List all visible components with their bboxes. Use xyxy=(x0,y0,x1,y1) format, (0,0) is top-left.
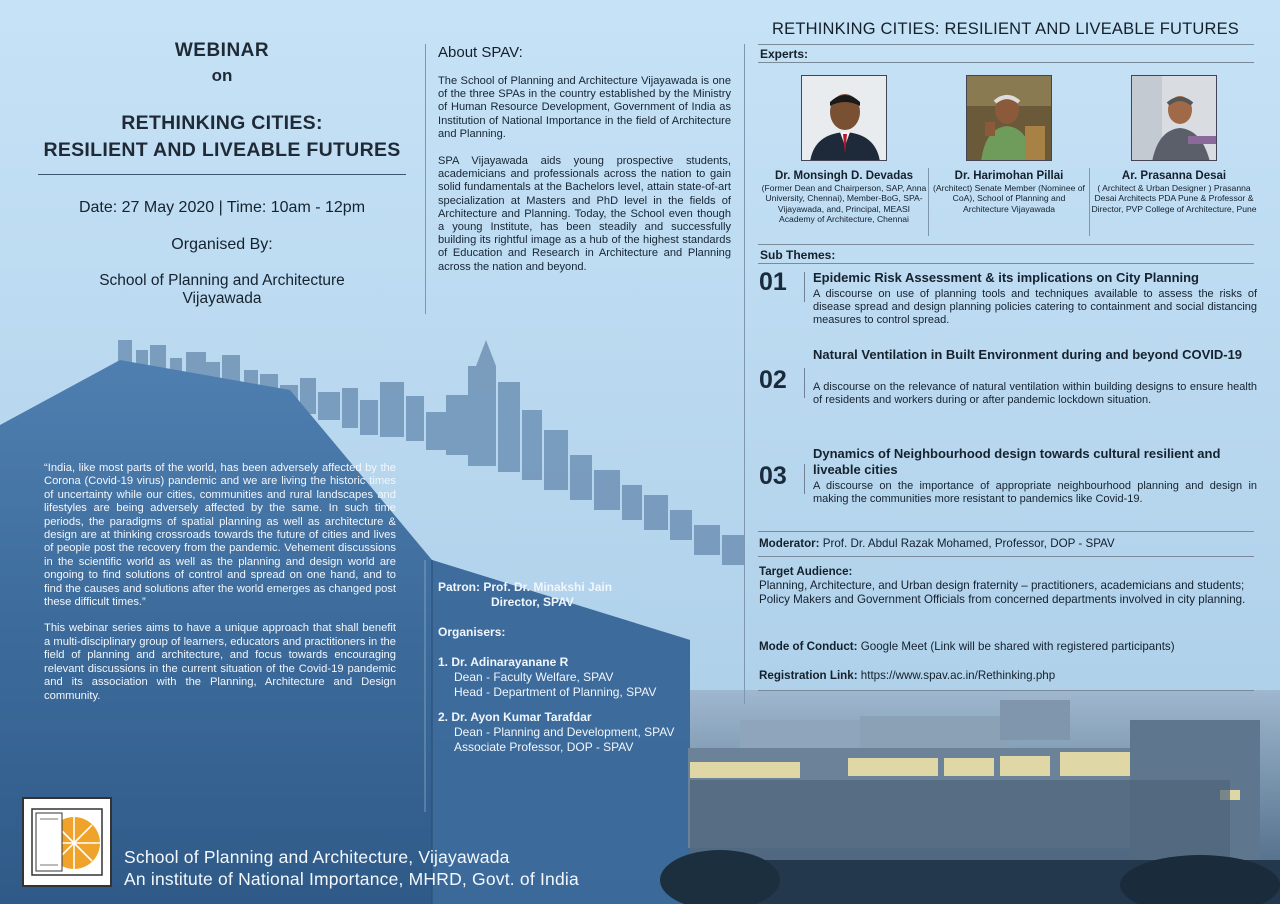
theme-desc-1: A discourse on use of planning tools and techniques available to assess the risks of disease spread and design planning policies catering to containment and social distancing measures to control spread. xyxy=(813,288,1257,326)
expert-card-3 xyxy=(1091,75,1257,214)
webinar-title xyxy=(38,110,406,164)
audience-label: Target Audience: xyxy=(759,565,853,578)
right-divider-themes xyxy=(758,244,1254,245)
organiser-line-2: Vijayawada xyxy=(182,290,262,307)
column-divider-1 xyxy=(425,44,426,314)
theme-title-1: Epidemic Risk Assessment & its implications on City Planning xyxy=(813,270,1200,285)
subthemes-label: Sub Themes: xyxy=(760,248,836,262)
theme-desc-3: A discourse on the importance of appropriate neighbourhood planning and design in making the communities more resistant to pandemics like Covid-19. xyxy=(813,480,1257,505)
mode-value: Google Meet (Link will be shared with registered participants) xyxy=(857,640,1175,653)
moderator-label: Moderator: xyxy=(759,537,820,550)
left-header xyxy=(38,40,406,164)
quote-section xyxy=(44,462,396,716)
footer-line-2: An institute of National Importance, MHRD, Govt. of India xyxy=(124,869,579,889)
theme-number-2: 02 xyxy=(759,366,787,394)
experts-label: Experts: xyxy=(760,47,809,61)
on-label: on xyxy=(211,66,233,85)
expert-photo-1 xyxy=(801,75,887,161)
right-divider-moderator xyxy=(758,531,1254,532)
registration-label: Registration Link: xyxy=(759,669,858,682)
organisers-label: Organisers: xyxy=(438,625,506,639)
right-title: RETHINKING CITIES: RESILIENT AND LIVEABLE FUTURES xyxy=(772,20,1240,38)
expert-desc-3: ( Architect & Urban Designer ) Prasanna Desai Architects PDA Pune & Professor & Director, PVP College of Architecture, Pune xyxy=(1091,183,1257,214)
theme-bar-2 xyxy=(804,368,805,398)
expert-divider-2 xyxy=(1089,168,1090,236)
expert-name-1: Dr. Monsingh D. Devadas xyxy=(774,170,914,182)
about-heading: About SPAV: xyxy=(438,44,523,61)
patron-section xyxy=(438,580,738,755)
theme-number-3: 03 xyxy=(759,462,787,490)
right-divider-themes-2 xyxy=(758,263,1254,264)
footer-line-1: School of Planning and Architecture, Vijayawada xyxy=(124,847,510,867)
quote-para-2: This webinar series aims to have a unique approach that shall benefit a multi-disciplinary group of learners, educators and practitioners in the field of planning and architecture, and focus towards encouraging relevant discussions in the current situation of the Covid-19 pandemic and its association with the Planning, Architecture and Design community. xyxy=(44,622,396,702)
theme-bar-1 xyxy=(804,272,805,302)
organiser-1-role-1: Dean - Faculty Welfare, SPAV xyxy=(454,670,614,684)
about-para-1: The School of Planning and Architecture Vijayawada is one of the three SPAs in the country established by the Ministry of Human Resource Development, Government of India as Institution of National Importance in the field of Architecture and Planning. xyxy=(438,75,731,140)
date-time: Date: 27 May 2020 | Time: 10am - 12pm xyxy=(78,199,366,216)
right-divider-audience xyxy=(758,556,1254,557)
expert-desc-1: (Former Dean and Chairperson, SAP, Anna University, Chennai), Member-BoG, SPA- Vijayawada, and, Principal, MEASI Academy of Architecture, Chennai xyxy=(761,183,927,224)
mode-line xyxy=(759,640,1257,654)
left-divider xyxy=(38,174,406,175)
audience-block xyxy=(759,565,1257,607)
title-line-2: RESILIENT AND LIVEABLE FUTURES xyxy=(43,139,401,161)
theme-title-3: Dynamics of Neighbourhood design towards cultural resilient and liveable cities xyxy=(813,446,1221,477)
expert-name-3: Ar. Prasanna Desai xyxy=(1121,170,1227,182)
theme-title-2: Natural Ventilation in Built Environment during and beyond COVID-19 xyxy=(813,347,1243,362)
expert-photo-3 xyxy=(1131,75,1217,161)
organiser-1-name: 1. Dr. Adinarayanane R xyxy=(438,655,569,669)
expert-desc-2: (Architect) Senate Member (Nominee of CoA), School of Planning and Architecture Vijayawada xyxy=(933,183,1085,214)
moderator-value: Prof. Dr. Abdul Razak Mohamed, Professor, DOP - SPAV xyxy=(819,537,1115,550)
right-divider-bottom xyxy=(758,690,1254,691)
theme-desc-2: A discourse on the relevance of natural ventilation within building designs to ensure health of residents and workers during or after pandemic lockdown situation. xyxy=(813,381,1257,406)
spav-logo xyxy=(22,797,112,887)
about-para-2: SPA Vijayawada aids young prospective students, academicians and professionals across the nation to gain solid fundamentals at the Bachelors level, attain state-of-art specialization at Masters and PhD level in the fields of Architecture and Planning. Today, the School even though a young Institute, has been steadily and successfully building its rightful image as a hub of the highest standards of Education and Research in Architecture and Planning across the nation and beyond. xyxy=(438,155,731,273)
column-divider-2 xyxy=(744,44,745,704)
organised-by-label: Organised By: xyxy=(171,236,273,253)
organiser-2-role-1: Dean - Planning and Development, SPAV xyxy=(454,725,675,739)
expert-card-1 xyxy=(760,75,928,224)
quote-para-1: “India, like most parts of the world, has been adversely affected by the Corona (Covid-19 virus) pandemic and we are living the historic times of uncertainty while our cities, communities and rural landscapes and lifestyles are being adversely affected by the same. In such time periods, the paradigms of spatial planning as well as architecture & design are at thinking crossroads towards the future of cities and lives of people post the recovery from the pandemic. Vehement discussions in the scientific world as well as the planning and design world are ongoing to find solutions of control and spread on one hand, and to find the causes and solutions after the world emerges as changed post these difficult times.” xyxy=(44,462,396,609)
expert-card-2 xyxy=(930,75,1088,214)
organiser-2-name: 2. Dr. Ayon Kumar Tarafdar xyxy=(438,710,592,724)
organiser-line-1: School of Planning and Architecture xyxy=(99,272,345,289)
audience-value: Planning, Architecture, and Urban design fraternity – practitioners, academicians and students; Policy Makers and Government Officials from concerned departments involved in city planning. xyxy=(759,579,1246,606)
theme-bar-3 xyxy=(804,464,805,494)
expert-divider-1 xyxy=(928,168,929,236)
registration-link[interactable]: https://www.spav.ac.in/Rethinking.php xyxy=(857,669,1056,682)
organiser-1-role-2: Head - Department of Planning, SPAV xyxy=(454,685,657,699)
patron-line-1: Patron: Prof. Dr. Minakshi Jain xyxy=(438,580,613,594)
theme-number-1: 01 xyxy=(759,268,787,296)
right-divider-experts xyxy=(758,62,1254,63)
organiser-name xyxy=(38,272,406,308)
organiser-2-role-2: Associate Professor, DOP - SPAV xyxy=(454,740,634,754)
webinar-label: WEBINAR xyxy=(174,40,270,61)
registration-line xyxy=(759,669,1257,683)
patron-line-2: Director, SPAV xyxy=(491,595,574,609)
expert-name-2: Dr. Harimohan Pillai xyxy=(954,170,1064,182)
moderator-line xyxy=(759,537,1257,551)
title-line-1: RETHINKING CITIES: xyxy=(121,112,323,134)
mode-label: Mode of Conduct: xyxy=(759,640,858,653)
right-divider-top xyxy=(758,44,1254,45)
expert-photo-2 xyxy=(966,75,1052,161)
campus-building-image xyxy=(660,690,1280,904)
about-section xyxy=(438,44,731,288)
